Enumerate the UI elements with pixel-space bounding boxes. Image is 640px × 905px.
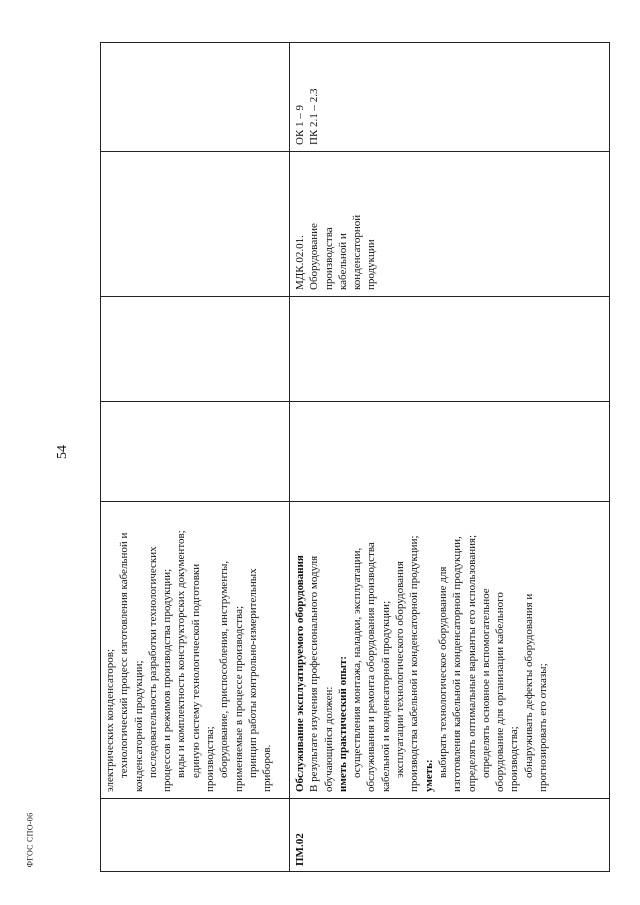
text-line: уметь: [422, 759, 435, 792]
text-line: Обслуживание эксплуатируемого оборудования [294, 555, 306, 792]
text-line: производства [322, 227, 335, 290]
text-line: приборов. [261, 744, 274, 792]
text-line: ПК 2.1 – 2.3 [308, 88, 321, 145]
text-line: определять основное и вспомогательное [479, 588, 492, 778]
text-line: обслуживания и ремонта оборудования производства [365, 542, 378, 792]
text-line: производства кабельной и конденсаторной продукции; [408, 535, 421, 792]
text-line: выбирать технологическое оборудование для [436, 566, 449, 778]
text-line: изготовления кабельной и конденсаторной продукции, [451, 536, 464, 792]
text-line: обнаруживать дефекты оборудования и [522, 593, 535, 778]
text-line: иметь практический опыт: [336, 655, 349, 792]
text-line: МДК.02.01. [294, 235, 306, 290]
text-line: применяемые в процессе производства; [232, 605, 245, 792]
text-line: единую систему технологической подготовки [189, 563, 202, 778]
text-line: производства; [508, 726, 521, 792]
text-line: продукции [365, 239, 378, 290]
hours2-cell [100, 297, 289, 402]
text-line: последовательность разработки технологических [146, 546, 159, 778]
text-line: кабельной и конденсаторной продукции; [379, 600, 392, 792]
text-line: конденсаторной продукции; [132, 660, 145, 792]
code-cell: ПМ.02 [294, 833, 306, 866]
hours2-cell [290, 297, 610, 402]
text-line: электрических конденсаторов; [104, 648, 116, 792]
text-line: конденсаторной [351, 214, 364, 290]
table-row [100, 42, 290, 872]
text-line: оборудование, приспособления, инструменты, [218, 560, 231, 778]
page-number: 54 [55, 445, 70, 459]
text-line: обучающийся должен: [322, 686, 335, 792]
footer-mark: ФГОС СПО-06 [25, 812, 35, 868]
hours-cell [100, 402, 289, 502]
text-line: виды и комплектность конструкторских документов; [175, 530, 188, 778]
competency-cell [290, 42, 610, 152]
code-cell [100, 799, 289, 872]
content-cell [290, 502, 610, 799]
text-line: принцип работы контрольно-измерительных [246, 568, 259, 778]
text-line: Оборудование [308, 223, 321, 290]
competency-cell [100, 42, 289, 152]
curriculum-table [100, 42, 610, 872]
text-line: В результате изучения профессионального модуля [308, 555, 321, 792]
mdk-cell [100, 152, 289, 297]
text-line: кабельной и [336, 233, 349, 290]
text-line: технологический процесс изготовления кабельной и [118, 532, 131, 778]
text-line: производства; [204, 726, 217, 792]
mdk-cell [290, 152, 610, 297]
text-line: ОК 1 – 9 [294, 104, 306, 145]
table-row [290, 42, 610, 872]
text-line: осуществления монтажа, наладки, эксплуатации, [351, 547, 364, 778]
text-line: эксплуатации технологического оборудования [394, 561, 407, 778]
hours-cell [290, 402, 610, 502]
text-line: процессов и режимов производства продукции; [161, 568, 174, 792]
text-line: определять оптимальные варианты его использования; [465, 534, 478, 792]
content-cell [100, 502, 289, 799]
text-line: оборудование для организации кабельного [494, 592, 507, 792]
text-line: прогнозировать его отказы; [537, 663, 550, 792]
